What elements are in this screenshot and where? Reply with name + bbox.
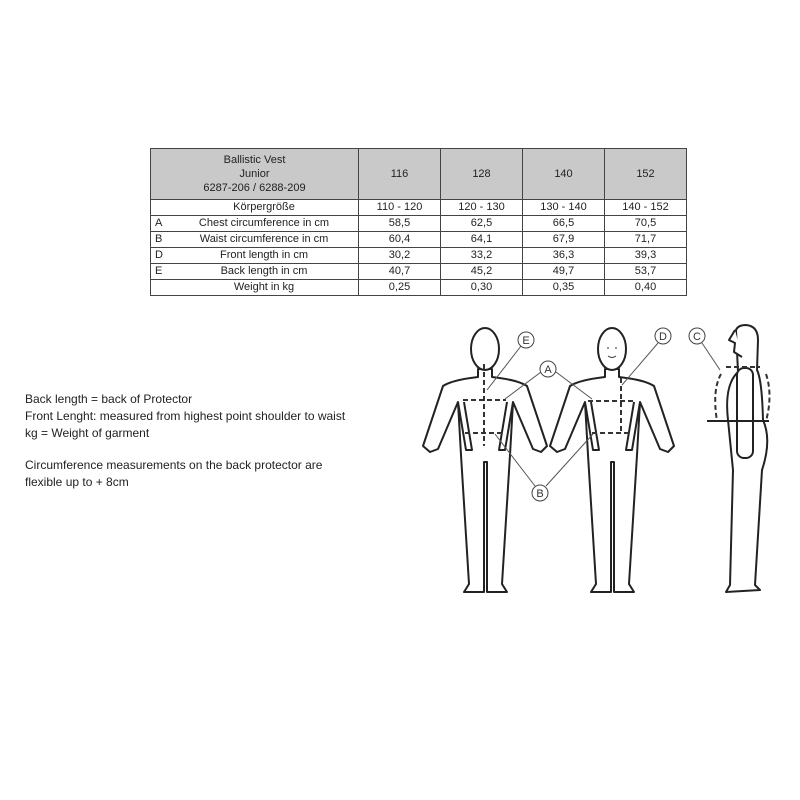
row-letter: A — [151, 216, 171, 232]
size-header: 128 — [441, 149, 523, 200]
row-letter: D — [151, 248, 171, 264]
note-line: kg = Weight of garment — [25, 426, 150, 440]
row-value: 39,3 — [605, 248, 687, 264]
note-spacer — [25, 442, 345, 457]
note-line: Back length = back of Protector — [25, 392, 193, 406]
row-label: Front length in cm — [170, 248, 359, 264]
row-value: 45,2 — [441, 264, 523, 280]
svg-text:A: A — [544, 364, 552, 376]
row-value: 40,7 — [359, 264, 441, 280]
front-view-figure — [550, 328, 674, 592]
back-view-figure — [423, 328, 547, 592]
marker-b — [532, 485, 548, 501]
row-value: 110 - 120 — [359, 200, 441, 216]
row-label: Körpergröße — [170, 200, 359, 216]
row-value: 0,35 — [523, 280, 605, 296]
row-value: 30,2 — [359, 248, 441, 264]
row-value: 0,40 — [605, 280, 687, 296]
row-letter: E — [151, 264, 171, 280]
row-value: 67,9 — [523, 232, 605, 248]
marker-a — [540, 361, 556, 377]
row-value: 140 - 152 — [605, 200, 687, 216]
size-header: 116 — [359, 149, 441, 200]
row-value: 36,3 — [523, 248, 605, 264]
row-value: 49,7 — [523, 264, 605, 280]
row-letter: B — [151, 232, 171, 248]
svg-text:C: C — [693, 331, 701, 343]
size-header: 152 — [605, 149, 687, 200]
row-value: 33,2 — [441, 248, 523, 264]
row-value: 70,5 — [605, 216, 687, 232]
row-value: 66,5 — [523, 216, 605, 232]
row-value: 60,4 — [359, 232, 441, 248]
row-value: 53,7 — [605, 264, 687, 280]
note-line: flexible up to + 8cm — [25, 475, 129, 489]
marker-e — [518, 332, 534, 348]
notes — [25, 391, 345, 491]
product-codes: 6287-206 / 6288-209 — [203, 182, 306, 194]
svg-text:B: B — [536, 488, 544, 500]
marker-d — [655, 328, 671, 344]
row-value: 0,25 — [359, 280, 441, 296]
row-value: 120 - 130 — [441, 200, 523, 216]
row-value: 62,5 — [441, 216, 523, 232]
row-label: Waist circumference in cm — [170, 232, 359, 248]
note-line: Front Lenght: measured from highest point shoulder to waist — [25, 409, 346, 423]
row-label: Back length in cm — [170, 264, 359, 280]
svg-text:D: D — [659, 331, 667, 343]
size-header: 140 — [523, 149, 605, 200]
row-value: 71,7 — [605, 232, 687, 248]
row-label: Weight in kg — [170, 280, 359, 296]
note-line: Circumference measurements on the back protector are — [25, 458, 323, 472]
product-name: Ballistic Vest — [223, 154, 286, 166]
marker-c — [689, 328, 705, 344]
row-value: 130 - 140 — [523, 200, 605, 216]
row-label: Chest circumference in cm — [170, 216, 359, 232]
product-variant: Junior — [239, 168, 270, 180]
row-value: 64,1 — [441, 232, 523, 248]
row-value: 0,30 — [441, 280, 523, 296]
row-value: 58,5 — [359, 216, 441, 232]
svg-text:E: E — [522, 335, 530, 347]
